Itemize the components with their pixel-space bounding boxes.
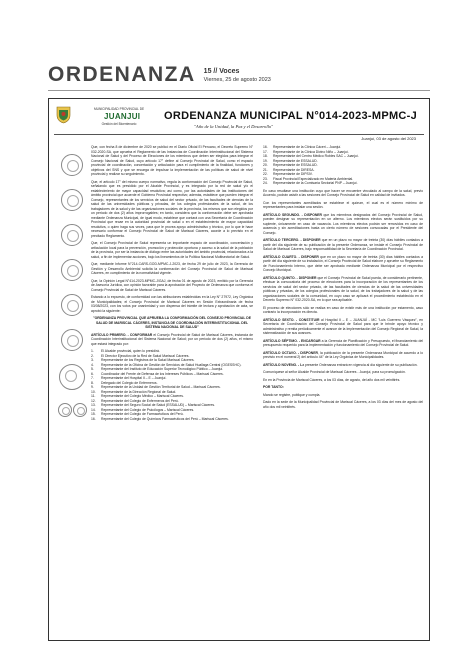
article-fourth: ARTÍCULO CUARTO. - DISPONER que en un plazo no mayor de treinta (30) días hábiles contados a partir del día siguiente de su instalación, el Consejo Provincial de Salud elabore y apruebe su Reglamento de Funcionamiento Interno, que debe ser aprobado mediante Ordenanza Municipal por el respectivo Concejo Municipal.: [263, 254, 423, 272]
logo-tagline: Gestión del Bicentenario: [101, 122, 137, 126]
closing-paragraph: En en la Provincia de Mariscal Cáceres, a los 03 días, de agosto, del año dos mil veintitrés.: [263, 377, 401, 382]
member-text: Representante de la Clínica Divino Niño – Juanjuí.: [273, 149, 349, 154]
logo-municipality-label: MUNICIPALIDAD PROVINCIAL DE: [94, 107, 145, 111]
member-text: Representante del Hospital II – E – Juanjuí.: [101, 376, 167, 380]
member-item: [263, 181, 423, 186]
article-heading: ARTÍCULO SEXTO. - CONSTITUIR: [263, 317, 320, 322]
masthead-title: ORDENANZA: [48, 63, 196, 86]
member-text: Fiscal Provincial Especializado en Materia Ambiental.: [273, 176, 354, 181]
member-number: 6.: [91, 371, 94, 376]
article-seventh: ARTÍCULO SÉPTIMO. - ENCARGAR a la Gerencia de Planificación y Presupuesto, el financiamiento del presupuesto requerido para la implementación y funcionamiento del Consejo Provincial de Salud.: [263, 338, 424, 347]
member-text: Representante del Seguro Social de Salud (ESSALUD) – Mariscal Cáceres.: [101, 403, 216, 407]
member-text: Delegado del Colegio de Enfermeros.: [101, 380, 158, 385]
member-text: Representante de la Unidad de Gestión Territorial de Salud – Mariscal Cáceres.: [101, 385, 221, 389]
member-text: Representante de DIPSIV.: [273, 172, 313, 176]
member-number: 14.: [91, 407, 96, 412]
right-column: [263, 145, 423, 412]
member-number: 3.: [91, 358, 94, 362]
article-heading: ARTÍCULO OCTAVO. - DISPONER: [263, 350, 318, 355]
paragraph: Que, el artículo 17° del mismo cuerpo normativo, regula la conformación del Consejo Provincial de Salud, señalando que es presidido por el Alcalde Provincial, y es integrado por la red de salud y/o el establecimiento de mayor capacidad resolutiva; así como, por las autoridades de las instituciones del ámbito provincial que acuerde el Gobierno Provincial respectivo; además, establece que pueden integrar el Consejo, representantes de los servicios de salud del sector privado, de las facultades de ciencias de la salud de las universidades públicas y privadas, de los colegios profesionales de la salud, de los trabajadores de la salud y de las organizaciones sociales de la provincia, los mismos que son elegidos por un periodo de dos (2) años improrrogables; en tanto, considera que la conformación debe ser aprobada mediante Ordenanza Municipal, de igual modo, establece que contará con una Secretaría de Coordinación Provincial que recae en la autoridad provincial de salud o en el establecimiento de mayor capacidad resolutiva, o quien haga sus veces, para que le provea apoyo administrativo y técnico, por lo que le hace necesario conformar el Consejo Provincial de Salud de Mariscal Cáceres, acorde a lo previsto en el precitado Reglamento.: [91, 179, 253, 238]
article-heading: ARTÍCULO QUINTO. - DISPONER: [263, 275, 317, 280]
member-number: 17.: [263, 149, 268, 154]
member-text: Representante del Centro Médico Robles SAC – Juanjuí.: [273, 154, 359, 158]
member-number: 16.: [91, 416, 96, 421]
member-text: Representante del Colegio Médico – Mariscal Cáceres.: [101, 394, 184, 398]
seal-stamp-icon: [61, 154, 83, 176]
ordinance-title: "ORDENANZA PROVINCIAL QUE APRUEBA LA CONFORMACIÓN DEL CONSEJO PROVINCIAL DE SALUD DE MARISCAL CÁCERES, INSTANCIA DE COORDINACIÓN INTERINSTITUCIONAL DEL SISTEMA NACIONAL DE SALUD": [92, 316, 252, 329]
section-separator: //: [213, 68, 218, 76]
member-text: Representante de la Oficina de Gestión de Servicios de Salud Huallaga Central (OGESSHC).: [101, 362, 242, 367]
document-header: [54, 103, 424, 141]
article-heading: ARTÍCULO PRIMERO. - CONFORMAR: [91, 332, 153, 337]
seal-stamp-icon: [73, 403, 87, 417]
member-text: Representante de los Registros de la Salud Mariscal Cáceres.: [101, 358, 195, 362]
paragraph: En caso resultase una institución cuyo que hacer se encuentre vinculado al campo de la salud, previo Acuerdo, podrán asistir a las sesiones del Consejo Provincial de Salud en calidad de invitados.: [263, 188, 423, 197]
members-list-continued: [263, 145, 423, 186]
signature-seals: [57, 154, 87, 429]
member-number: 1.: [91, 349, 94, 353]
article-first: ARTÍCULO PRIMERO. - CONFORMAR el Consejo Provincial de Salud de Mariscal Cáceres, instancia de Coordinación Interinstitucional del Sistema Nacional de Salud; por un período de dos (2) años, el mismo que estará integrado por:: [91, 332, 253, 346]
member-number: 4.: [91, 362, 94, 367]
member-text: Representante de ESSALUD.: [273, 158, 318, 163]
seal-stamp-icon: [61, 189, 83, 211]
paragraph: El proceso de elecciones sólo se realiza en caso de existir más de una institución por estamento, caso contrario la incorporación es directa.: [263, 305, 423, 314]
mandate-line: Mando se registre, publique y cumpla.: [263, 392, 321, 397]
masthead-meta: [204, 68, 271, 85]
member-text: Representante de la Clínica Cáceri – Juanjuí.: [273, 145, 342, 149]
seal-stamp-icon: [61, 224, 83, 246]
section-label: [204, 68, 271, 77]
member-text: Coordinador del Frente de Defensa de los Intereses Públicos – Mariscal Cáceres.: [101, 371, 224, 376]
por-tanto-label: POR TANTO:: [263, 385, 284, 389]
paragraph: Que, mediante Informe N°214-CARS-GOD-MPMC-J-2023, de fecha 29 de julio de 2023, la Gerencia de Gestión y Desarrollo Ambiental solicita la conformación del Consejo Provincial de Salud de Mariscal Cáceres, en cumplimiento de la normatividad vigente.: [91, 262, 253, 275]
member-number: 10.: [91, 389, 96, 394]
paragraph: Estando a lo expuesto, de conformidad con las atribuciones establecidas en la Ley N° 27972, Ley Orgánica de Municipalidades; el Concejo Provincial de Mariscal Cáceres en Sesión Extraordinaria de fecha 03/08/2023, con los votos por unanimidad y con dispensa del trámite de lectura y aprobación de acta, se aprobó la siguiente:: [91, 295, 253, 313]
member-item: [91, 417, 253, 422]
member-number: 19.: [263, 158, 268, 163]
article-fifth: ARTÍCULO QUINTO. - DISPONER que el Consejo Provincial de Salud pueda, de considerarlo pertinente, efectuar la convocatoria del proceso de elecciones para la incorporación de los representantes de los servicios de salud del sector privado, de las facultades de ciencias de la salud de las universidades públicas y privadas, de los colegios profesionales de la salud, de los trabajadores de la salud y de las organizaciones sociales de la comunidad, en cuyo caso se aplicará el procedimiento establecido en el Decreto Supremo N° 032-2020-SA, en lo que sea aplicable.: [263, 275, 423, 302]
member-text: Representante de la Comisaría Sectorial PNP – Juanjuí.: [273, 181, 358, 185]
article-heading: ARTÍCULO NOVENO. - L: [263, 362, 303, 367]
article-heading: ARTÍCULO TERCERO. - DISPONER: [263, 238, 321, 242]
logo-city-name: JUANJUI: [104, 112, 141, 121]
ordinance-document: [48, 98, 430, 641]
member-text: Representante de ESSALUD.: [273, 163, 318, 167]
member-number: 8.: [91, 380, 94, 385]
article-heading: ARTÍCULO SÉPTIMO. - ENCARGAR: [263, 338, 321, 343]
ordinance-number-title: ORDENANZA MUNICIPAL N°014-2023-MPMC-J: [164, 110, 418, 122]
member-number: 20.: [263, 163, 268, 167]
section-name: Voces: [219, 68, 240, 76]
members-list: [91, 349, 253, 421]
member-text: Representante de DIRESA.: [273, 167, 315, 172]
member-number: 2.: [91, 353, 94, 358]
place-date: Juanjuí, 03 de agosto del 2023: [361, 136, 416, 141]
member-text: Representante del Colegio de Psicólogos – Mariscal Cáceres.: [101, 407, 195, 412]
seal-stamp-icon: [61, 294, 83, 316]
paragraph: Que, la Opinión Legal N°414-2023-MPMC-J/GAJ, de fecha 01 de agosto de 2023, emitido por la Gerencia de Asesoría Jurídica, con opinión favorable para la aprobación del Proyecto de Ordenanza que conforma el Consejo Provincial de Salud de Mariscal Cáceres.: [91, 278, 253, 292]
member-text: Representante del Colegio de Químicos Farmacéuticos del Perú – Mariscal Cáceres.: [101, 416, 229, 421]
closing-paragraph: Comuníquese al señor Alcalde Provincial de Mariscal Cáceres - Juanjuí, para su promulgación.: [263, 370, 406, 374]
member-text: El Alcalde provincial, quien lo presidirá.: [101, 349, 160, 353]
member-text: Representante de la Dirección Regional de Salud.: [101, 389, 177, 394]
masthead-divider: [48, 90, 430, 91]
municipal-shield-icon: [56, 106, 71, 124]
member-number: 16.: [263, 145, 268, 149]
member-number: 24.: [263, 181, 268, 185]
member-number: 22.: [263, 172, 268, 176]
paragraph: Que, el Consejo Provincial de Salud representa un importante espacio de coordinación, concertación y articulación local para la prevención, promoción y protección oportuna y acceso a la salud de la población de la provincia, por ser la instancia de diálogo entre las autoridades del ámbito provincial, relacionados a la salud, a fin de implementar acciones, bajo los lineamientos de la Política Nacional Multisectorial de Salud.: [91, 241, 253, 259]
member-number: 13.: [91, 403, 96, 407]
member-number: 21.: [263, 167, 268, 172]
seal-pair: [57, 403, 87, 417]
seal-stamp-icon: [61, 259, 83, 281]
masthead-date: Viernes, 25 de agosto 2023: [203, 77, 271, 84]
member-number: 9.: [91, 385, 94, 389]
article-heading: ARTÍCULO CUARTO. - DISPONER: [263, 254, 319, 259]
article-ninth: ARTÍCULO NOVENO. - La presente Ordenanza entrará en vigencia al día siguiente de su publicación.: [263, 362, 418, 367]
member-text: Representante del Colegio de Farmacéuticos del Perú.: [101, 412, 184, 416]
member-text: Representante del Instituto de Educación Superior Tecnológico Público – Juanjuí.: [101, 367, 224, 371]
member-text: Representante del Colegio de Enfermeros del Perú.: [101, 398, 179, 403]
paragraph: Con los representantes acreditados se establece el quórum, el cual es el número mínimo de representantes para instalar una sesión.: [263, 200, 423, 209]
paragraph: Que, con fecha 8 de diciembre de 2020 se publicó en el Diario Oficial El Peruano, el Decreto Supremo N° 032-2020-SA, que aprueba el Reglamento de las Instancias de Coordinación Interinstitucional del Sistema Nacional de Salud y del Proceso de Elecciones de los miembros que deben ser elegidos para integrar el Consejo Nacional de Salud, cuyo artículo 17° define al Consejo Provincial de Salud, como el espacio provincial de coordinación, concertación y articulación para el cumplimiento de la finalidad, funciones y objetivos del SNS y que se encarga de impulsar la implementación de las políticas de salud de nivel provincial y realizar su seguimiento.: [91, 145, 253, 176]
article-second: ARTÍCULO SEGUNDO. - DISPONER que los miembros designados del Consejo Provincial de Salud, pueden designar su representación en un alterno. Los miembros electos serán sustituidos por su suplente, únicamente en caso de vacancia. Los miembros electos podrán ser removidos en caso de ausencia y sin acreditaciones hasta un cierto número de sesiones convocadas por el Presidente del Consejo.: [263, 212, 423, 235]
member-number: 7.: [91, 376, 94, 380]
member-number: 18.: [263, 154, 268, 158]
article-sixth: ARTÍCULO SEXTO. - CONSTITUIR al Hospital II – E – JUANJUÍ - MC "Luis Guerrero Vásquez", en Secretaría de Coordinación del Consejo Provincial de Salud para que le brinde apoyo técnico y administrativo y remita periódicamente el avance de la Implementación del Consejo Regional de Salud, la sistematización de sus avances.: [263, 317, 423, 335]
section-number: 15: [203, 68, 212, 76]
member-number: 11.: [91, 394, 96, 398]
member-number: 12.: [91, 398, 96, 403]
member-number: 5.: [91, 367, 94, 371]
header-divider: [54, 134, 424, 135]
year-motto: "Año de la Unidad, la Paz y el Desarrollo": [194, 124, 274, 129]
given-at-line: Dado en la sede de la Municipalidad Provincial de Mariscal Cáceres, a los 03 días del mes de agosto del año dos mil veintitrés.: [263, 400, 423, 409]
masthead: [48, 64, 271, 85]
seal-stamp-icon: [58, 403, 72, 417]
member-number: 23.: [263, 176, 268, 181]
member-text: El Director Ejecutivo de la Red de Salud Mariscal Cáceres.: [101, 353, 190, 358]
left-column: [91, 145, 253, 421]
article-third: ARTÍCULO TERCERO. - DISPONER que en un plazo no mayor de treinta (30) días hábiles contados a partir del día siguiente de su publicación de la presente Ordenanza, se instale el Consejo Provincial de Salud de Mariscal Cáceres, bajo responsabilidad de la Secretaría de Coordinación Provincial.: [263, 238, 424, 251]
seal-stamp-icon: [61, 329, 83, 351]
member-number: 15.: [91, 412, 96, 416]
article-heading: ARTÍCULO SEGUNDO. - DISPONER: [263, 212, 323, 217]
seal-stamp-icon: [59, 364, 85, 390]
article-eighth: ARTÍCULO OCTAVO. - DISPONER, la publicación de la presente Ordenanza Municipal de acuerdo a lo previsto en el numeral 2) del artículo 44° de la Ley Orgánica de Municipalidades.: [263, 350, 423, 359]
